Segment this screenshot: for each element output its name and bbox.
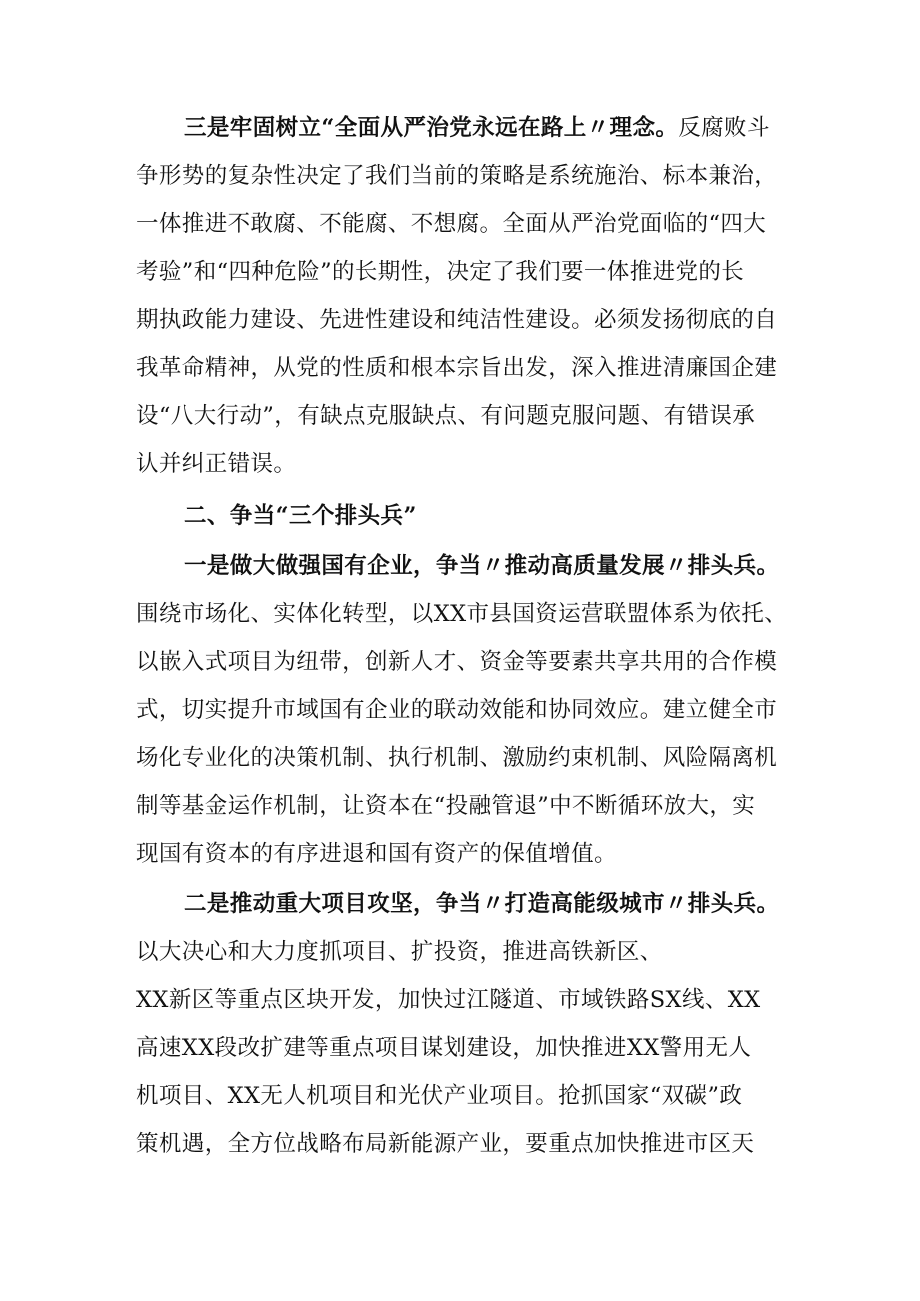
paragraph-2-heading: 一是做大做强国有企业，争当〃推动高质量发展〃排头兵。 xyxy=(184,553,780,579)
section-heading: 二、争当“三个排头兵” xyxy=(184,503,417,529)
paragraph-1-line-4: 考验”和“四种危险”的长期性，决定了我们要一体推进党的长 xyxy=(136,259,745,285)
paragraph-1-text: 反腐败斗 xyxy=(678,115,770,141)
paragraph-2-line-4: 场化专业化的决策机制、执行机制、激励约束机制、风险隔离机 xyxy=(136,745,778,771)
paragraph-1-line-6: 我革命精神，从党的性质和根本宗旨出发，深入推进清廉国企建 xyxy=(136,355,778,381)
paragraph-3-line-5: 策机遇，全方位战略布局新能源产业，要重点加快推进市区天 xyxy=(136,1131,755,1157)
paragraph-3-heading: 二是推动重大项目攻坚，争当〃打造高能级城市〃排头兵。 xyxy=(184,891,780,917)
paragraph-1-line-7: 设“八大行动”，有缺点克服缺点、有问题克服问题、有错误承 xyxy=(136,403,756,429)
paragraph-2-line-3: 式，切实提升市域国有企业的联动效能和协同效应。建立健全市 xyxy=(136,697,778,723)
paragraph-1-line-2: 争形势的复杂性决定了我们当前的策略是系统施治、标本兼治， xyxy=(136,163,778,189)
paragraph-2-line-2: 以嵌入式项目为纽带，创新人才、资金等要素共享共用的合作模 xyxy=(136,649,778,675)
paragraph-3-line-4: 机项目、XX无人机项目和光伏产业项目。抢抓国家“双碳”政 xyxy=(136,1083,743,1109)
paragraph-3-line-2: XX新区等重点区块开发，加快过江隧道、市域铁路SX线、XX xyxy=(136,987,761,1013)
paragraph-2-line-1: 围绕市场化、实体化转型，以XX市县国资运营联盟体系为依托、 xyxy=(136,601,788,627)
paragraph-1-line-8: 认并纠正错误。 xyxy=(136,451,297,477)
paragraph-3-line-3: 高速XX段改扩建等重点项目谋划建设，加快推进XX警用无人 xyxy=(136,1035,752,1061)
paragraph-3-line-1: 以大决心和大力度抓项目、扩投资，推进高铁新区、 xyxy=(136,939,663,965)
paragraph-2-line-6: 现国有资本的有序进退和国有资产的保值增值。 xyxy=(136,841,617,867)
paragraph-1-line-1 xyxy=(184,112,770,144)
paragraph-1-heading: 三是牢固树立“全面从严治党永远在路上〃理念。 xyxy=(184,115,679,141)
paragraph-1-line-3: 一体推进不敢腐、不能腐、不想腐。全面从严治党面临的“四大 xyxy=(136,211,767,237)
paragraph-1-line-5: 期执政能力建设、先进性建设和纯洁性建设。必须发扬彻底的自 xyxy=(136,307,778,333)
paragraph-2-line-5: 制等基金运作机制，让资本在“投融管退”中不断循环放大，实 xyxy=(136,793,756,819)
